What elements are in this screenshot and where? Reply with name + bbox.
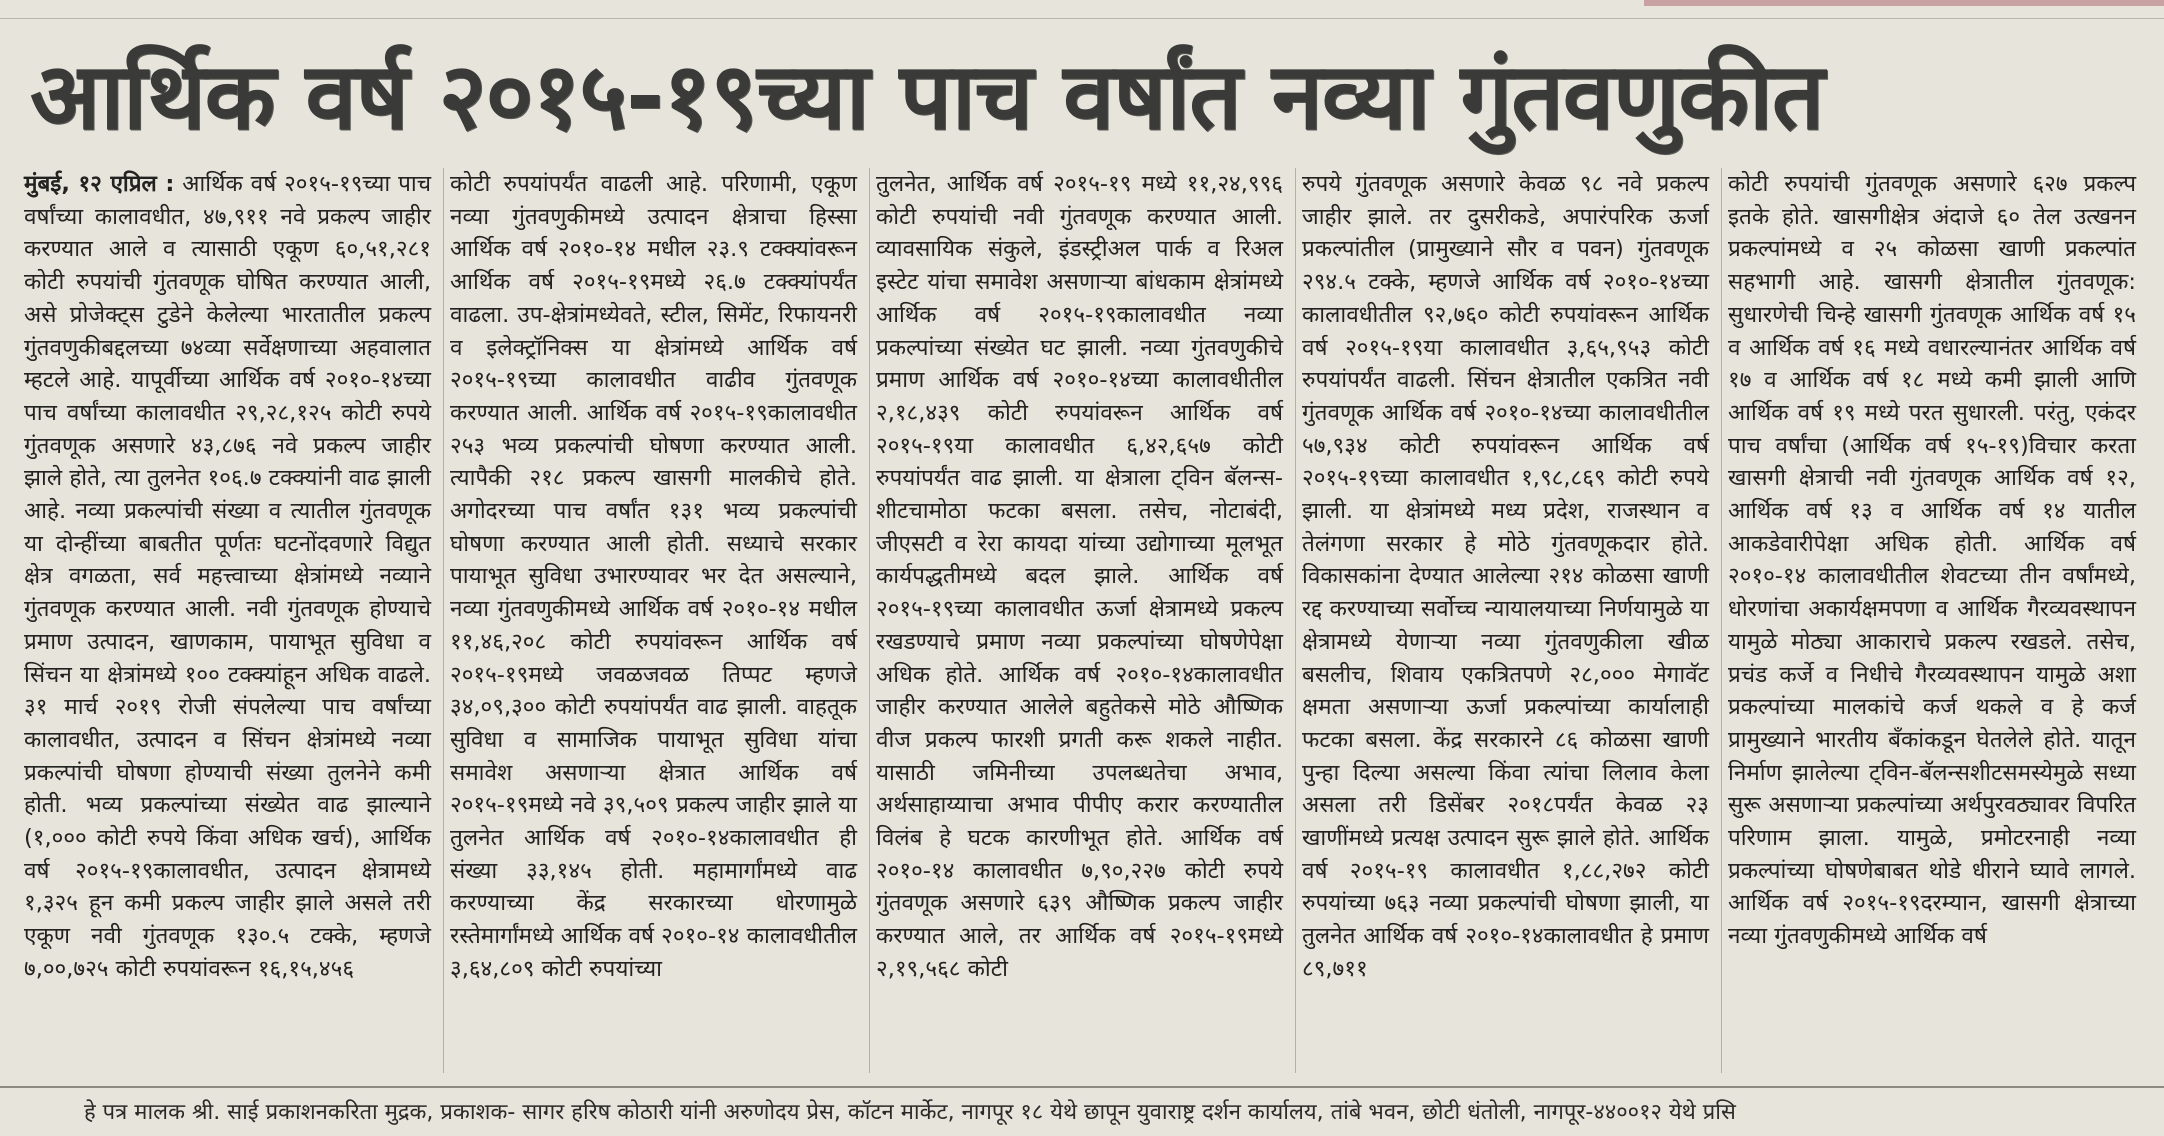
column-text: आर्थिक वर्ष २०१५-१९च्या पाच वर्षांच्या कालावधीत, ४७,९११ नवे प्रकल्प जाहीर करण्यात आले व त्यासाठी एकूण ६०,५१,२८१ कोटी रुपयांची गुंतवणूक घोषित करण्यात आली, असे प्रोजेक्ट्स टुडेने केलेल्या भारतातील प्रकल्प गुंतवणुकीबद्दलच्या ७४व्या सर्वेक्षणाच्या अहवालात म्हटले आहे. यापूर्वीच्या आर्थिक वर्ष २०१०-१४च्या पाच वर्षांच्या कालावधीत २९,२८,१२५ कोटी रुपये गुंतवणूक असणारे ४३,८७६ नवे प्रकल्प जाहीर झाले होते, त्या तुलनेत १०६.७ टक्क्यांनी वाढ झाली आहे. नव्या प्रकल्पांची संख्या व त्यातील गुंतवणूक या दोन्हींच्या बाबतीत पूर्णतः घटनोंदवणारे विद्युत क्षेत्र वगळता, सर्व महत्त्वाच्या क्षेत्रांमध्ये नव्याने गुंतवणूक करण्यात आली. नवी गुंतवणूक होण्याचे प्रमाण उत्पादन, खाणकाम, पायाभूत सुविधा व सिंचन या क्षेत्रांमध्ये १०० टक्क्यांहून अधिक वाढले. ३१ मार्च २०१९ रोजी संपलेल्या पाच वर्षांच्या कालावधीत, उत्पादन व सिंचन क्षेत्रांमध्ये नव्या प्रकल्पांची घोषणा होण्याची संख्या तुलनेने कमी होती. भव्य प्रकल्पांच्या संख्येत वाढ झाल्याने (१,००० कोटी रुपये किंवा अधिक खर्च), आर्थिक वर्ष २०१५-१९कालावधीत, उत्पादन क्षेत्रामध्ये १,३२५ हून कमी प्रकल्प जाहीर झाले असले तरी एकूण नवी गुंतवणूक १३०.५ टक्के, म्हणजे ७,००,७२५ कोटी रुपयांवरून १६,१५,४५६ xyxy=(24,171,432,982)
article-column-4 xyxy=(1296,168,1722,1073)
column-text: रुपये गुंतवणूक असणारे केवळ ९८ नवे प्रकल्प जाहीर झाले. तर दुसरीकडे, अपारंपरिक ऊर्जा प्रकल्पांतील (प्रामुख्याने सौर व पवन) गुंतवणूक २९४.५ टक्के, म्हणजे आर्थिक वर्ष २०१०-१४च्या कालावधीतील ९२,७६० कोटी रुपयांवरून आर्थिक वर्ष २०१५-१९या कालावधीत ३,६५,९५३ कोटी रुपयांपर्यंत वाढली. सिंचन क्षेत्रातील एकत्रित नवी गुंतवणूक आर्थिक वर्ष २०१०-१४च्या कालावधीतील ५७,९३४ कोटी रुपयांवरून आर्थिक वर्ष २०१५-१९च्या कालावधीत १,९८,८६९ कोटी रुपये झाली. या क्षेत्रांमध्ये मध्य प्रदेश, राजस्थान व तेलंगणा सरकार हे मोठे गुंतवणूकदार होते. विकासकांना देण्यात आलेल्या २१४ कोळसा खाणी रद्द करण्याच्या सर्वोच्च न्यायालयाच्या निर्णयामुळे या क्षेत्रामध्ये येणाऱ्या नव्या गुंतवणुकीला खीळ बसलीच, शिवाय एकत्रितपणे २८,००० मेगावॅट क्षमता असणाऱ्या ऊर्जा प्रकल्पांच्या कार्यालाही फटका बसला. केंद्र सरकारने ८६ कोळसा खाणी पुन्हा दिल्या असल्या किंवा त्यांचा लिलाव केला असला तरी डिसेंबर २०१८पर्यंत केवळ २३ खाणींमध्ये प्रत्यक्ष उत्पादन सुरू झाले होते. आर्थिक वर्ष २०१५-१९ कालावधीत १,८८,२७२ कोटी रुपयांच्या ७६३ नव्या प्रकल्पांची घोषणा झाली, या तुलनेत आर्थिक वर्ष २०१०-१४कालावधीत हे प्रमाण ८९,७११ xyxy=(1302,171,1709,982)
article-column-3 xyxy=(870,168,1296,1073)
imprint-line: हे पत्र मालक श्री. साई प्रकाशनकरिता मुद्रक, प्रकाशक- सागर हरिष कोठारी यांनी अरुणोदय प्रेस, कॉटन मार्केट, नागपूर १८ येथे छापून युवाराष्ट्र दर्शन कार्यालय, तांबे भवन, छोटी धंतोली, नागपूर-४४००१२ येथे प्रसि xyxy=(0,1086,2164,1136)
article-body xyxy=(18,168,2148,1073)
article-column-2 xyxy=(444,168,870,1073)
masthead-edge xyxy=(1644,0,2164,6)
top-rule xyxy=(0,0,2164,19)
article-column-5 xyxy=(1722,168,2148,1073)
column-text: तुलनेत, आर्थिक वर्ष २०१५-१९ मध्ये ११,२४,९९६ कोटी रुपयांची नवी गुंतवणूक करण्यात आली. व्यावसायिक संकुले, इंडस्ट्रीअल पार्क व रिअल इस्टेट यांचा समावेश असणाऱ्या बांधकाम क्षेत्रांमध्ये आर्थिक वर्ष २०१५-१९कालावधीत नव्या प्रकल्पांच्या संख्येत घट झाली. नव्या गुंतवणुकीचे प्रमाण आर्थिक वर्ष २०१०-१४च्या कालावधीतील २,१८,४३९ कोटी रुपयांवरून आर्थिक वर्ष २०१५-१९या कालावधीत ६,४२,६५७ कोटी रुपयांपर्यंत वाढ झाली. या क्षेत्राला ट्विन बॅलन्स-शीटचामोठा फटका बसला. तसेच, नोटाबंदी, जीएसटी व रेरा कायदा यांच्या उद्योगाच्या मूलभूत कार्यपद्धतीमध्ये बदल झाले. आर्थिक वर्ष २०१५-१९च्या कालावधीत ऊर्जा क्षेत्रामध्ये प्रकल्प रखडण्याचे प्रमाण नव्या प्रकल्पांच्या घोषणेपेक्षा अधिक होते. आर्थिक वर्ष २०१०-१४कालावधीत जाहीर करण्यात आलेले बहुतेकसे मोठे औष्णिक वीज प्रकल्प फारशी प्रगती करू शकले नाहीत. यासाठी जमिनीच्या उपलब्धतेचा अभाव, अर्थसाहाय्याचा अभाव पीपीए करार करण्यातील विलंब हे घटक कारणीभूत होते. आर्थिक वर्ष २०१०-१४ कालावधीत ७,९०,२२७ कोटी रुपये गुंतवणूक असणारे ६३९ औष्णिक प्रकल्प जाहीर करण्यात आले, तर आर्थिक वर्ष २०१५-१९मध्ये २,१९,५६८ कोटी xyxy=(876,171,1283,982)
dateline: मुंबई, १२ एप्रिल : xyxy=(24,171,175,197)
column-text: कोटी रुपयांपर्यंत वाढली आहे. परिणामी, एकूण नव्या गुंतवणुकीमध्ये उत्पादन क्षेत्राचा हिस्सा आर्थिक वर्ष २०१०-१४ मधील २३.९ टक्क्यांवरून आर्थिक वर्ष २०१५-१९मध्ये २६.७ टक्क्यांपर्यंत वाढला. उप-क्षेत्रांमध्येवते, स्टील, सिमेंट, रिफायनरी व इलेक्ट्रॉनिक्स या क्षेत्रांमध्ये आर्थिक वर्ष २०१५-१९च्या कालावधीत वाढीव गुंतवणूक करण्यात आली. आर्थिक वर्ष २०१५-१९कालावधीत २५३ भव्य प्रकल्पांची घोषणा करण्यात आली. त्यापैकी २१८ प्रकल्प खासगी मालकीचे होते. अगोदरच्या पाच वर्षांत १३१ भव्य प्रकल्पांची घोषणा करण्यात आली होती. सध्याचे सरकार पायाभूत सुविधा उभारण्यावर भर देत असल्याने, नव्या गुंतवणुकीमध्ये आर्थिक वर्ष २०१०-१४ मधील ११,४६,२०८ कोटी रुपयांवरून आर्थिक वर्ष २०१५-१९मध्ये जवळजवळ तिप्पट म्हणजे ३४,०९,३०० कोटी रुपयांपर्यंत वाढ झाली. वाहतूक सुविधा व सामाजिक पायाभूत सुविधा यांचा समावेश असणाऱ्या क्षेत्रात आर्थिक वर्ष २०१५-१९मध्ये नवे ३९,५०९ प्रकल्प जाहीर झाले या तुलनेत आर्थिक वर्ष २०१०-१४कालावधीत ही संख्या ३३,१४५ होती. महामार्गांमध्ये वाढ करण्याच्या केंद्र सरकारच्या धोरणामुळे रस्तेमार्गांमध्ये आर्थिक वर्ष २०१०-१४ कालावधीतील ३,६४,८०९ कोटी रुपयांच्या xyxy=(450,171,857,982)
article-column-1 xyxy=(18,168,444,1073)
column-text: कोटी रुपयांची गुंतवणूक असणारे ६२७ प्रकल्प इतके होते. खासगीक्षेत्र अंदाजे ६० तेल उत्खनन प्रकल्पांमध्ये व २५ कोळसा खाणी प्रकल्पांत सहभागी आहे. खासगी क्षेत्रातील गुंतवणूक: सुधारणेची चिन्हे खासगी गुंतवणूक आर्थिक वर्ष १५ व आर्थिक वर्ष १६ मध्ये वधारल्यानंतर आर्थिक वर्ष १७ व आर्थिक वर्ष १८ मध्ये कमी झाली आणि आर्थिक वर्ष १९ मध्ये परत सुधारली. परंतु, एकंदर पाच वर्षांचा (आर्थिक वर्ष १५-१९)विचार करता खासगी क्षेत्राची नवी गुंतवणूक आर्थिक वर्ष १२, आर्थिक वर्ष १३ व आर्थिक वर्ष १४ यातील आकडेवारीपेक्षा अधिक होती. आर्थिक वर्ष २०१०-१४ कालावधीतील शेवटच्या तीन वर्षांमध्ये, धोरणांचा अकार्यक्षमपणा व आर्थिक गैरव्यवस्थापन यामुळे मोठ्या आकाराचे प्रकल्प रखडले. तसेच, प्रचंड कर्जे व निधीचे गैरव्यवस्थापन यामुळे अशा प्रकल्पांच्या मालकांचे कर्ज थकले व हे कर्ज प्रामुख्याने भारतीय बँकांकडून घेतलेले होते. यातून निर्माण झालेल्या ट्विन-बॅलन्सशीटसमस्येमुळे सध्या सुरू असणाऱ्या प्रकल्पांच्या अर्थपुरवठ्यावर विपरित परिणाम झाला. यामुळे, प्रमोटरनाही नव्या प्रकल्पांच्या घोषणेबाबत थोडे धीराने घ्यावे लागले. आर्थिक वर्ष २०१५-१९दरम्यान, खासगी क्षेत्राच्या नव्या गुंतवणुकीमध्ये आर्थिक वर्ष xyxy=(1728,171,2136,950)
article-headline: आर्थिक वर्ष २०१५-१९च्या पाच वर्षांत नव्या गुंतवणुकीत xyxy=(30,43,1824,150)
